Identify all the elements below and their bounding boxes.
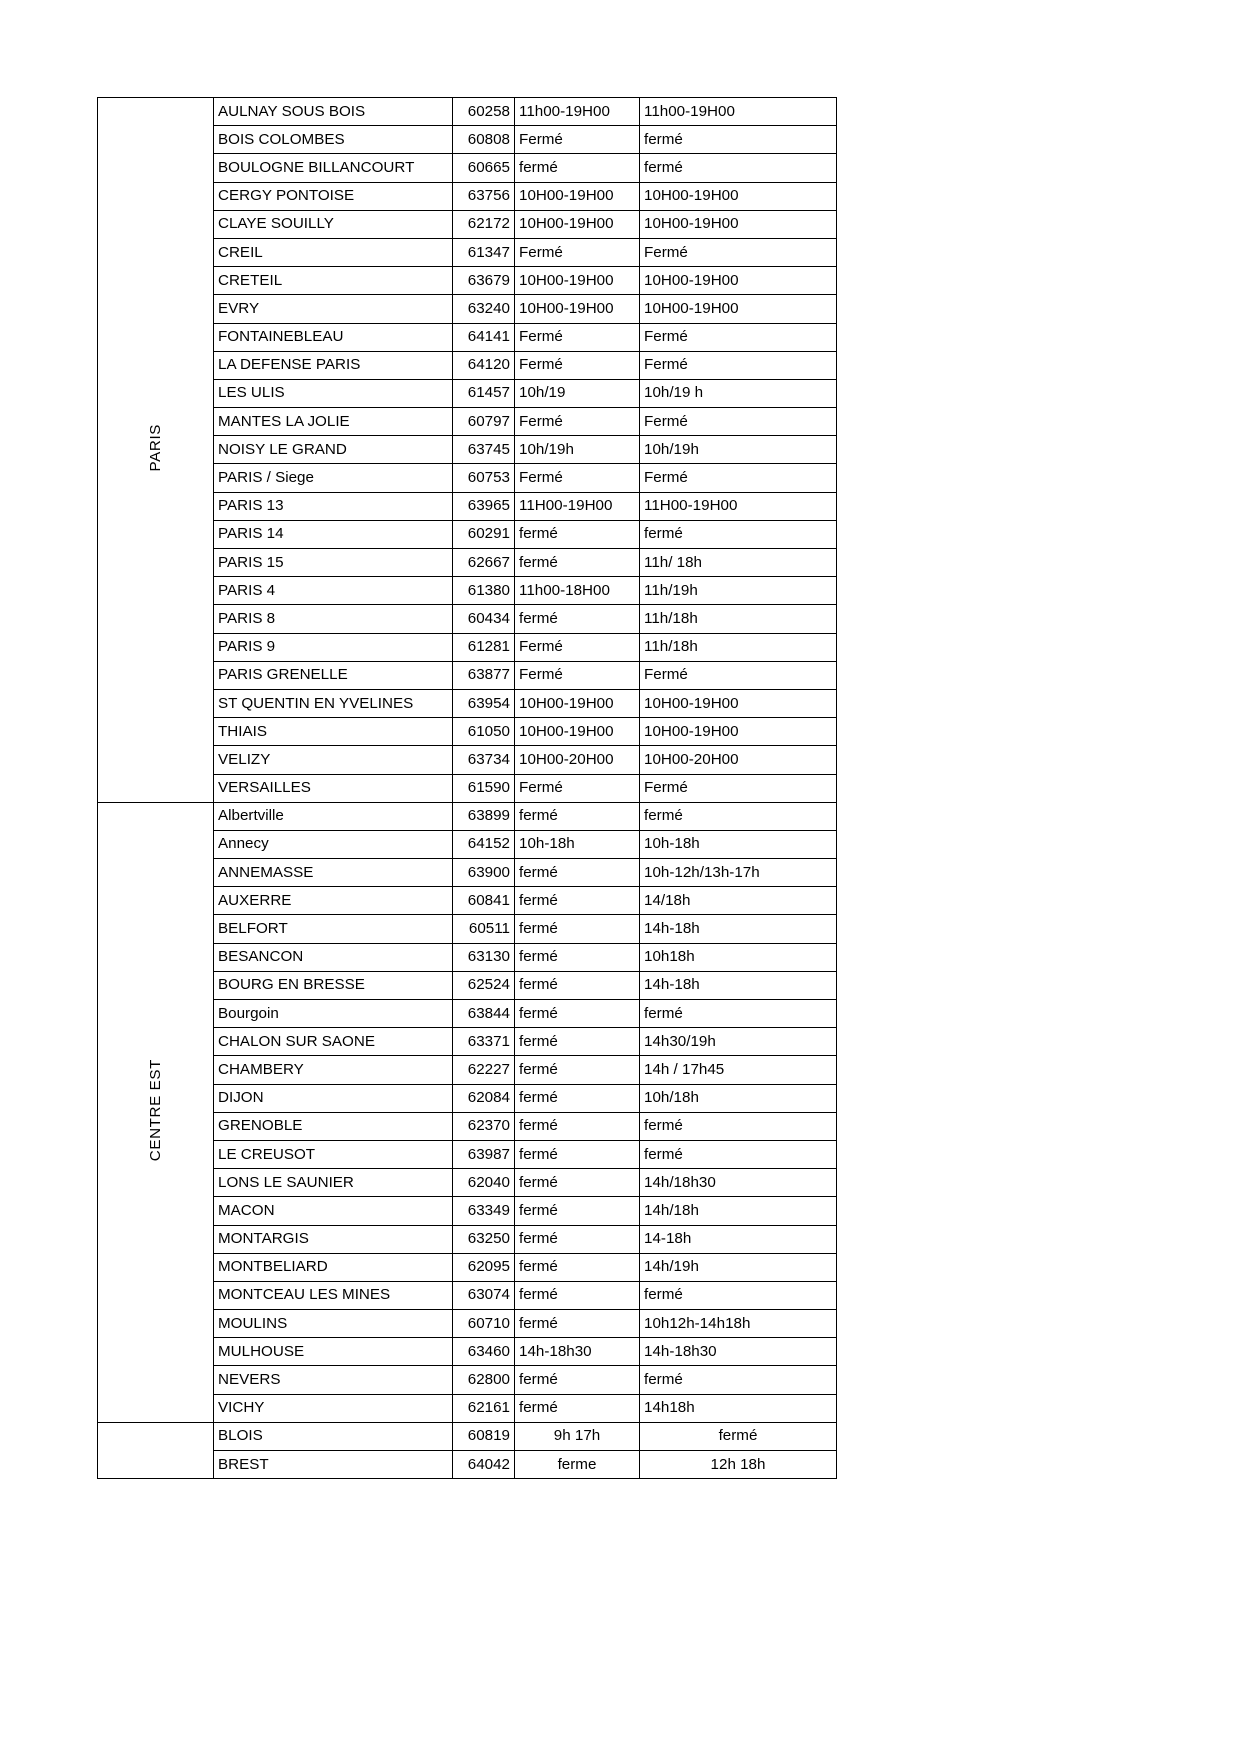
city-cell: PARIS 14 [214,520,453,548]
city-cell: Albertville [214,802,453,830]
city-cell: PARIS 9 [214,633,453,661]
hours-2-cell: 10h/19 h [640,379,837,407]
city-cell: NEVERS [214,1366,453,1394]
table-row [98,1422,837,1450]
hours-1-cell: fermé [515,520,640,548]
hours-2-cell: 14h-18h [640,971,837,999]
hours-1-cell: Fermé [515,351,640,379]
hours-1-cell: Fermé [515,661,640,689]
code-cell: 62040 [453,1169,515,1197]
hours-1-cell: fermé [515,1310,640,1338]
hours-1-cell: fermé [515,1028,640,1056]
hours-2-cell: 14-18h [640,1225,837,1253]
city-cell: ST QUENTIN EN YVELINES [214,689,453,717]
hours-1-cell: 11h00-18H00 [515,577,640,605]
code-cell: 61457 [453,379,515,407]
city-cell: CRETEIL [214,267,453,295]
city-cell: PARIS 8 [214,605,453,633]
city-cell: CERGY PONTOISE [214,182,453,210]
city-cell: AULNAY SOUS BOIS [214,98,453,126]
hours-2-cell: 14h/18h30 [640,1169,837,1197]
code-cell: 63679 [453,267,515,295]
code-cell: 63130 [453,943,515,971]
hours-2-cell: 11h00-19H00 [640,98,837,126]
hours-2-cell: 10h12h-14h18h [640,1310,837,1338]
hours-2-cell: fermé [640,1000,837,1028]
hours-1-cell: fermé [515,605,640,633]
hours-1-cell: fermé [515,1281,640,1309]
hours-1-cell: 11h00-19H00 [515,98,640,126]
hours-2-cell: 14h/18h [640,1197,837,1225]
hours-2-cell: 11h/19h [640,577,837,605]
hours-2-cell: 14h18h [640,1394,837,1422]
city-cell: BOIS COLOMBES [214,126,453,154]
city-cell: BOULOGNE BILLANCOURT [214,154,453,182]
hours-1-cell: fermé [515,1169,640,1197]
table-row [98,802,837,830]
hours-2-cell: fermé [640,520,837,548]
hours-1-cell: Fermé [515,408,640,436]
hours-1-cell: fermé [515,1253,640,1281]
hours-1-cell: fermé [515,971,640,999]
region-label: PARIS [146,424,164,472]
hours-2-cell: fermé [640,1422,837,1450]
city-cell: CREIL [214,238,453,266]
hours-1-cell: fermé [515,943,640,971]
hours-1-cell: 10H00-19H00 [515,295,640,323]
hours-1-cell: fermé [515,549,640,577]
city-cell: PARIS GRENELLE [214,661,453,689]
city-cell: VELIZY [214,746,453,774]
code-cell: 61590 [453,774,515,802]
hours-2-cell: 14h/19h [640,1253,837,1281]
code-cell: 63900 [453,859,515,887]
hours-1-cell: fermé [515,1197,640,1225]
code-cell: 63756 [453,182,515,210]
hours-2-cell: fermé [640,1281,837,1309]
hours-1-cell: fermé [515,1225,640,1253]
code-cell: 63877 [453,661,515,689]
city-cell: EVRY [214,295,453,323]
hours-2-cell: 14h30/19h [640,1028,837,1056]
city-cell: THIAIS [214,718,453,746]
hours-1-cell: Fermé [515,774,640,802]
city-cell: MONTARGIS [214,1225,453,1253]
hours-2-cell: 11h/18h [640,633,837,661]
code-cell: 64042 [453,1451,515,1479]
hours-2-cell: Fermé [640,351,837,379]
hours-1-cell: fermé [515,1084,640,1112]
code-cell: 64152 [453,830,515,858]
code-cell: 60665 [453,154,515,182]
code-cell: 61380 [453,577,515,605]
hours-1-cell: Fermé [515,323,640,351]
hours-1-cell: 11H00-19H00 [515,492,640,520]
code-cell: 60797 [453,408,515,436]
hours-1-cell: 10H00-19H00 [515,267,640,295]
hours-2-cell: Fermé [640,238,837,266]
hours-2-cell: 10H00-19H00 [640,182,837,210]
hours-1-cell: fermé [515,154,640,182]
hours-2-cell: 10H00-19H00 [640,267,837,295]
code-cell: 63745 [453,436,515,464]
hours-1-cell: 14h-18h30 [515,1338,640,1366]
code-cell: 61050 [453,718,515,746]
city-cell: CLAYE SOUILLY [214,210,453,238]
hours-2-cell: fermé [640,1112,837,1140]
code-cell: 60753 [453,464,515,492]
city-cell: DIJON [214,1084,453,1112]
hours-2-cell: 12h 18h [640,1451,837,1479]
code-cell: 60291 [453,520,515,548]
hours-2-cell: 10h18h [640,943,837,971]
city-cell: BESANCON [214,943,453,971]
city-cell: FONTAINEBLEAU [214,323,453,351]
hours-1-cell: ferme [515,1451,640,1479]
code-cell: 62800 [453,1366,515,1394]
store-hours-table [97,97,837,1479]
code-cell: 63899 [453,802,515,830]
code-cell: 60710 [453,1310,515,1338]
table-body [98,98,837,1479]
hours-2-cell: 11h/18h [640,605,837,633]
city-cell: BOURG EN BRESSE [214,971,453,999]
city-cell: LES ULIS [214,379,453,407]
code-cell: 62084 [453,1084,515,1112]
code-cell: 60808 [453,126,515,154]
code-cell: 63349 [453,1197,515,1225]
city-cell: VICHY [214,1394,453,1422]
city-cell: MONTBELIARD [214,1253,453,1281]
city-cell: BELFORT [214,915,453,943]
code-cell: 62667 [453,549,515,577]
city-cell: PARIS 15 [214,549,453,577]
hours-1-cell: 10h-18h [515,830,640,858]
hours-2-cell: 14h-18h [640,915,837,943]
code-cell: 64141 [453,323,515,351]
hours-1-cell: 10h/19h [515,436,640,464]
city-cell: PARIS / Siege [214,464,453,492]
city-cell: PARIS 13 [214,492,453,520]
code-cell: 60434 [453,605,515,633]
hours-2-cell: Fermé [640,408,837,436]
hours-1-cell: Fermé [515,464,640,492]
code-cell: 63074 [453,1281,515,1309]
hours-2-cell: fermé [640,1366,837,1394]
city-cell: MULHOUSE [214,1338,453,1366]
hours-1-cell: 10H00-20H00 [515,746,640,774]
hours-2-cell: Fermé [640,464,837,492]
code-cell: 60258 [453,98,515,126]
region-label: CENTRE EST [146,1059,164,1162]
city-cell: CHAMBERY [214,1056,453,1084]
hours-2-cell: 10H00-19H00 [640,689,837,717]
hours-2-cell: Fermé [640,323,837,351]
hours-2-cell: 10H00-19H00 [640,295,837,323]
hours-1-cell: fermé [515,1112,640,1140]
city-cell: PARIS 4 [214,577,453,605]
hours-2-cell: 10h-18h [640,830,837,858]
hours-1-cell: Fermé [515,126,640,154]
hours-1-cell: Fermé [515,633,640,661]
hours-2-cell: 10H00-20H00 [640,746,837,774]
city-cell: BLOIS [214,1422,453,1450]
hours-2-cell: fermé [640,126,837,154]
hours-1-cell: fermé [515,887,640,915]
code-cell: 63954 [453,689,515,717]
hours-2-cell: fermé [640,1140,837,1168]
code-cell: 62172 [453,210,515,238]
hours-1-cell: fermé [515,802,640,830]
hours-1-cell: 10H00-19H00 [515,689,640,717]
region-cell [98,1422,214,1478]
code-cell: 64120 [453,351,515,379]
code-cell: 60841 [453,887,515,915]
code-cell: 62095 [453,1253,515,1281]
city-cell: AUXERRE [214,887,453,915]
hours-2-cell: 14h / 17h45 [640,1056,837,1084]
hours-2-cell: 10h-12h/13h-17h [640,859,837,887]
city-cell: ANNEMASSE [214,859,453,887]
hours-1-cell: fermé [515,859,640,887]
city-cell: MONTCEAU LES MINES [214,1281,453,1309]
table-row [98,98,837,126]
hours-1-cell: 9h 17h [515,1422,640,1450]
code-cell: 60511 [453,915,515,943]
city-cell: VERSAILLES [214,774,453,802]
code-cell: 63460 [453,1338,515,1366]
region-cell [98,802,214,1422]
hours-2-cell: 10h/18h [640,1084,837,1112]
hours-2-cell: Fermé [640,661,837,689]
hours-1-cell: fermé [515,1000,640,1028]
code-cell: 60819 [453,1422,515,1450]
code-cell: 63844 [453,1000,515,1028]
city-cell: Annecy [214,830,453,858]
city-cell: BREST [214,1451,453,1479]
hours-2-cell: fermé [640,802,837,830]
hours-1-cell: 10H00-19H00 [515,718,640,746]
code-cell: 63250 [453,1225,515,1253]
code-cell: 62370 [453,1112,515,1140]
hours-1-cell: fermé [515,1394,640,1422]
hours-2-cell: 14/18h [640,887,837,915]
city-cell: NOISY LE GRAND [214,436,453,464]
code-cell: 63987 [453,1140,515,1168]
city-cell: LE CREUSOT [214,1140,453,1168]
code-cell: 63240 [453,295,515,323]
city-cell: CHALON SUR SAONE [214,1028,453,1056]
code-cell: 62524 [453,971,515,999]
city-cell: LONS LE SAUNIER [214,1169,453,1197]
hours-1-cell: fermé [515,915,640,943]
hours-2-cell: fermé [640,154,837,182]
code-cell: 63734 [453,746,515,774]
hours-1-cell: Fermé [515,238,640,266]
city-cell: GRENOBLE [214,1112,453,1140]
city-cell: MACON [214,1197,453,1225]
city-cell: MANTES LA JOLIE [214,408,453,436]
hours-1-cell: 10H00-19H00 [515,182,640,210]
region-cell [98,98,214,803]
hours-1-cell: 10H00-19H00 [515,210,640,238]
hours-2-cell: 10H00-19H00 [640,718,837,746]
code-cell: 63965 [453,492,515,520]
code-cell: 61347 [453,238,515,266]
hours-1-cell: fermé [515,1140,640,1168]
city-cell: LA DEFENSE PARIS [214,351,453,379]
hours-1-cell: 10h/19 [515,379,640,407]
hours-2-cell: 10H00-19H00 [640,210,837,238]
hours-1-cell: fermé [515,1056,640,1084]
hours-2-cell: 11H00-19H00 [640,492,837,520]
schedule-table-wrapper [97,97,836,1479]
hours-2-cell: 14h-18h30 [640,1338,837,1366]
hours-2-cell: 11h/ 18h [640,549,837,577]
hours-1-cell: fermé [515,1366,640,1394]
hours-2-cell: 10h/19h [640,436,837,464]
hours-2-cell: Fermé [640,774,837,802]
city-cell: MOULINS [214,1310,453,1338]
code-cell: 61281 [453,633,515,661]
code-cell: 62227 [453,1056,515,1084]
code-cell: 63371 [453,1028,515,1056]
code-cell: 62161 [453,1394,515,1422]
city-cell: Bourgoin [214,1000,453,1028]
